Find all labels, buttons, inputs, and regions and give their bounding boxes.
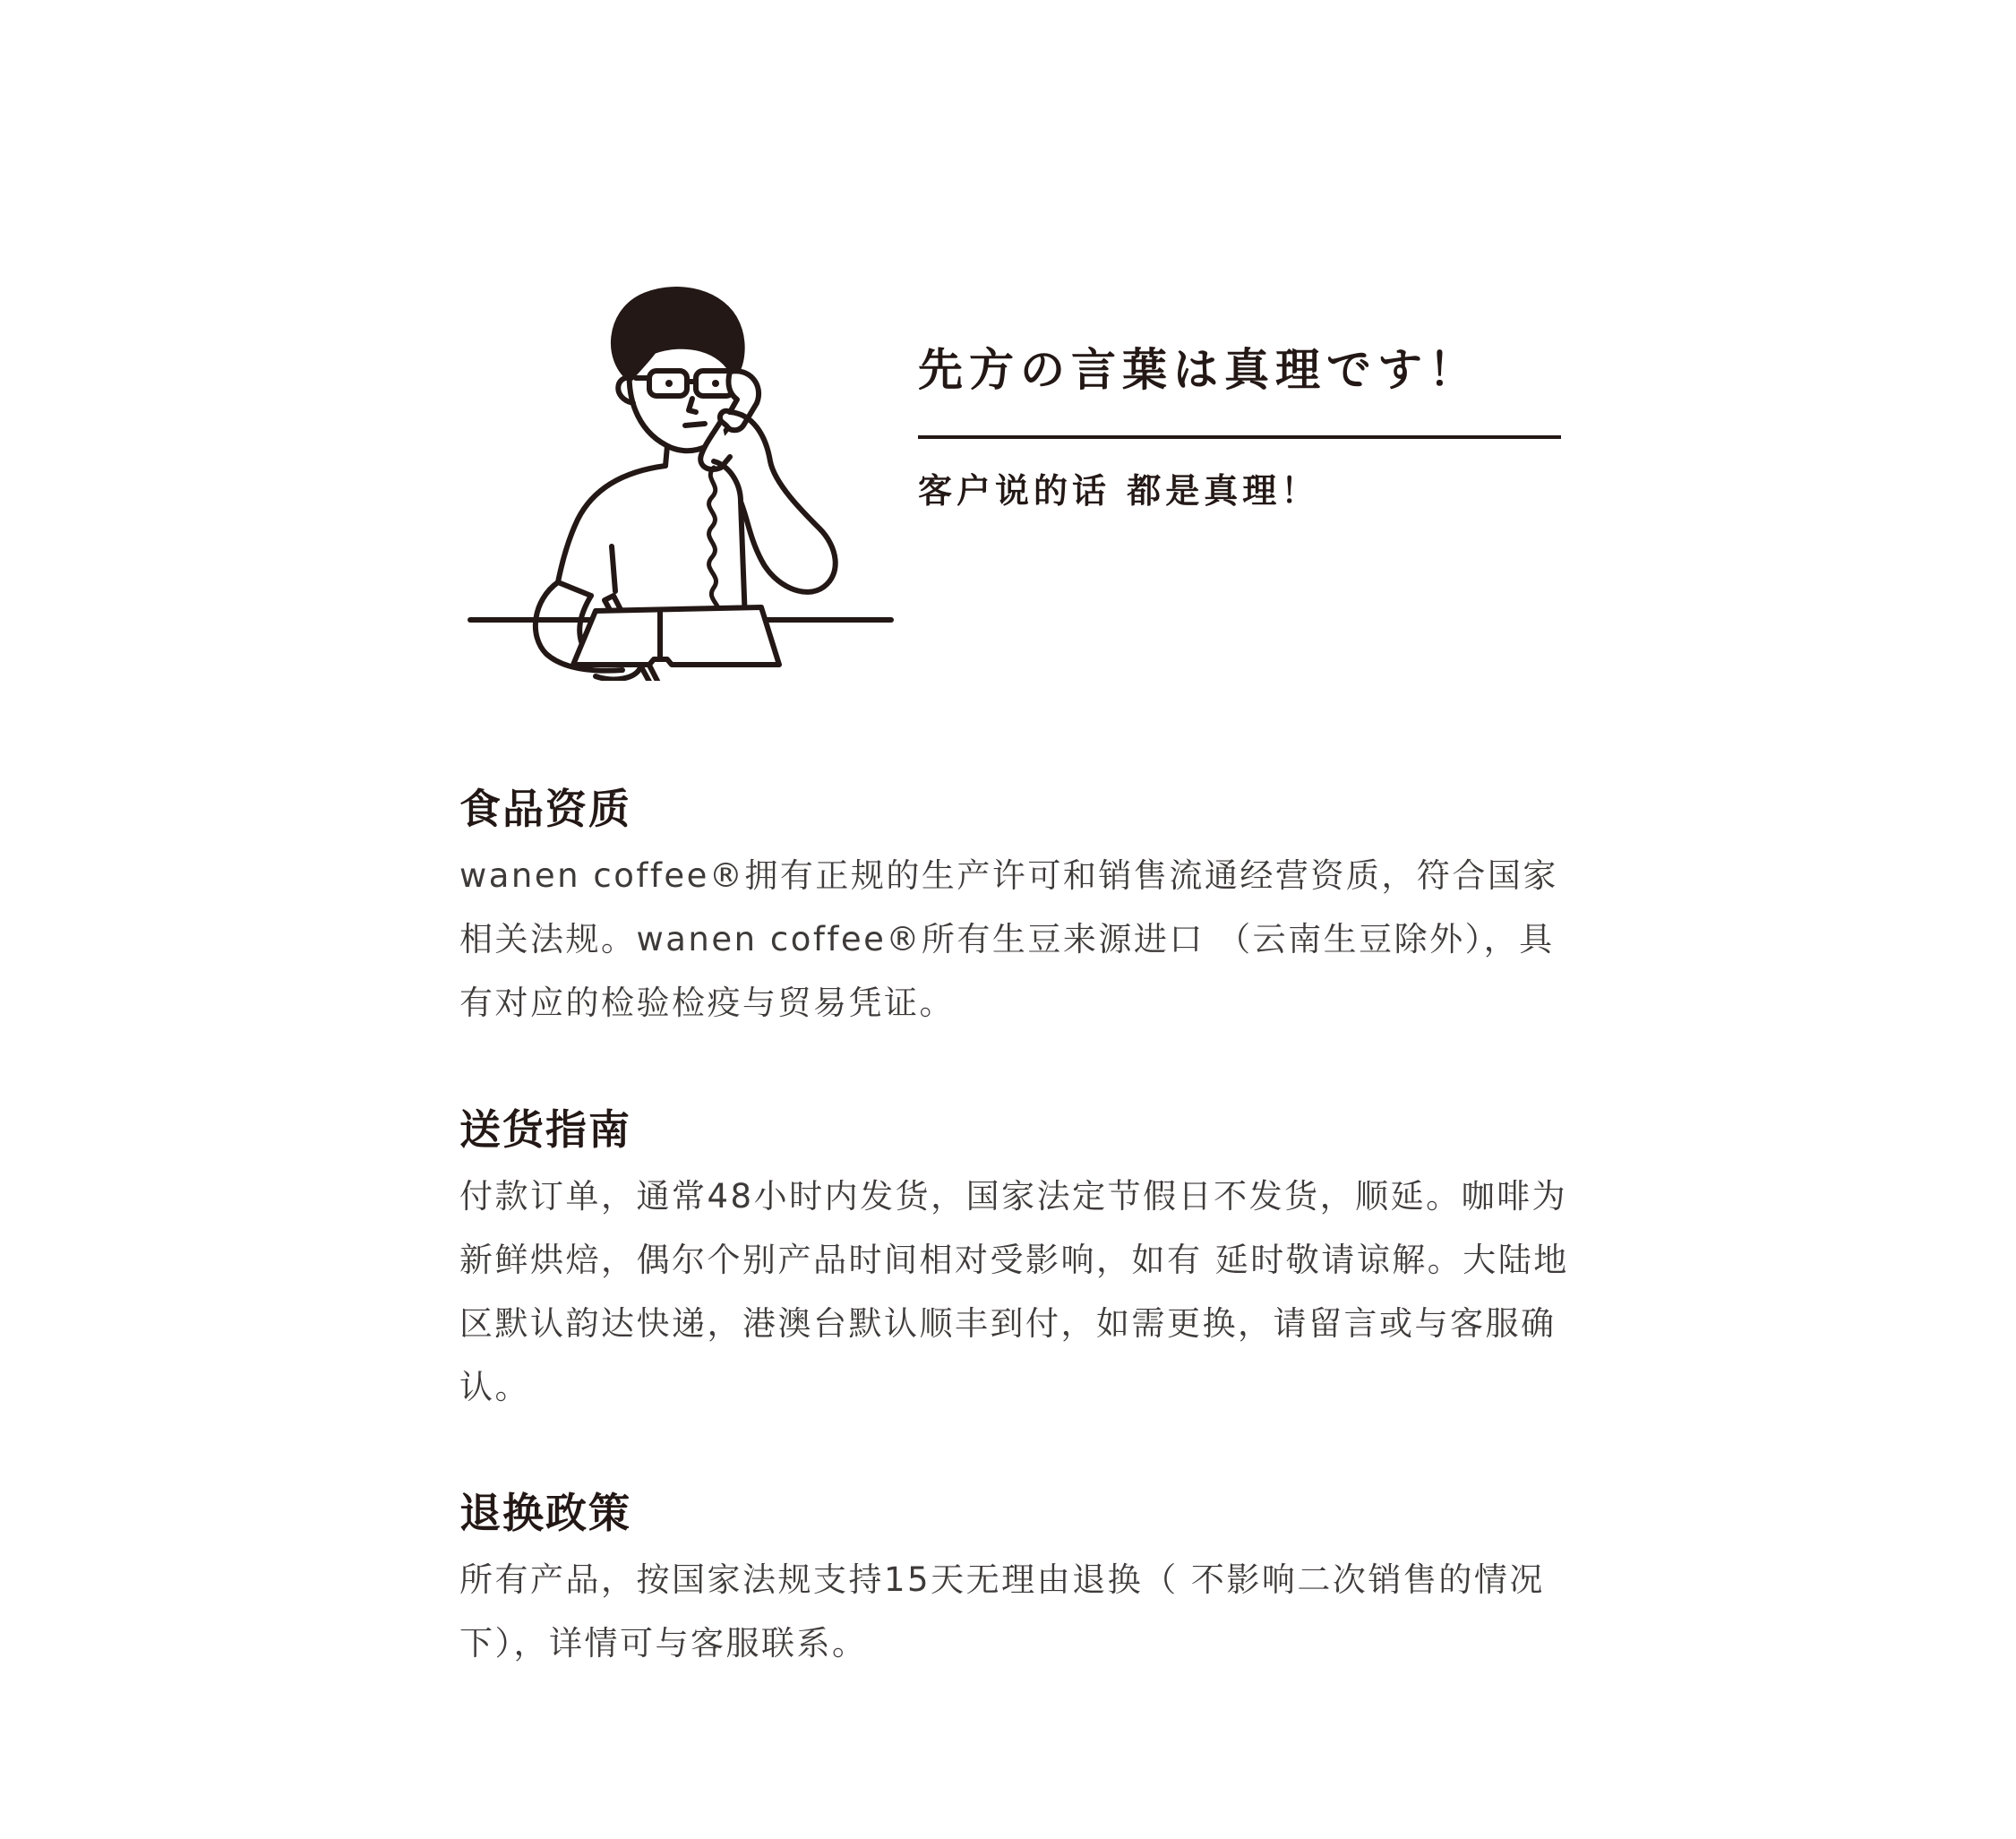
headline-chinese: 客户说的话 都是真理！ — [918, 471, 1320, 511]
section-return-policy — [459, 1485, 1574, 1675]
section-food-qualification — [459, 781, 1574, 1035]
headline-block — [918, 339, 1563, 516]
section-body: 所有产品，按国家法规支持15天无理由退换（ 不影响二次销售的情况下），详情可与客服联系。 — [459, 1560, 1545, 1663]
headline-divider — [918, 435, 1561, 439]
section-body: 付款订单，通常48小时内发货，国家法定节假日不发货，顺延。咖啡为新鲜烘焙，偶尔个别产品时间相对受影响，如有 延时敬请谅解。大陆地区默认韵达快递，港澳台默认顺丰到付，如需更换，请留言或与客服确认。 — [459, 1177, 1569, 1406]
section-title: 退换政策 — [459, 1489, 631, 1537]
section-title: 送货指南 — [459, 1105, 631, 1154]
man-on-phone-writing-icon — [461, 278, 909, 681]
section-delivery-guide — [459, 1102, 1574, 1419]
section-title: 食品资质 — [459, 785, 631, 833]
section-body: wanen coffee®拥有正规的生产许可和销售流通经营资质，符合国家相关法规。wanen coffee®所有生豆来源进口 （云南生豆除外），具有对应的检验检疫与贸易凭证。 — [459, 856, 1558, 1022]
headline-japanese: 先方の言葉は真理です！ — [918, 344, 1480, 396]
